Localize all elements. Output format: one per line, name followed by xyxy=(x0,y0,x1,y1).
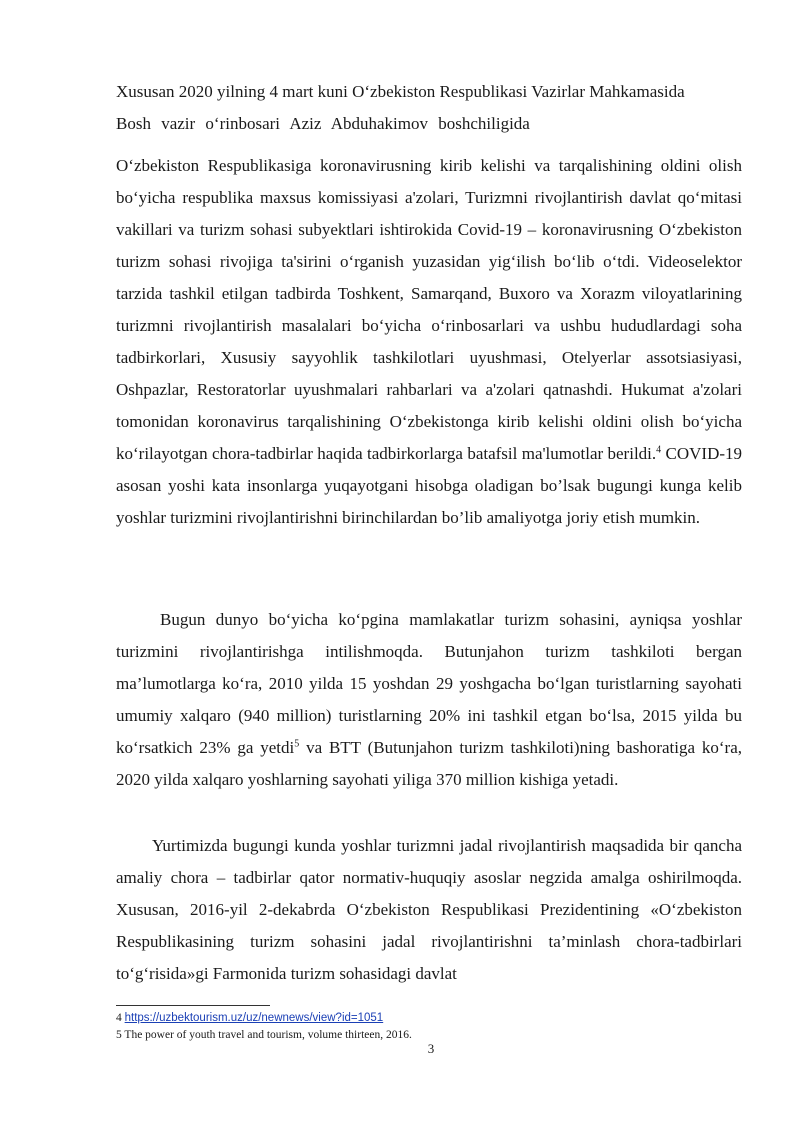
footnote-4-number: 4 xyxy=(116,1012,125,1024)
paragraph-3-text: Yurtimizda bugungi kunda yoshlar turizmni jadal rivojlantirish maqsadida bir qancha amaliy chora – tadbirlar qator normativ-huquqiy asoslar negzida amalga oshirilmoqda. Xususan, 2016-yil 2-dekabrda O‘zbekiston Respublikasi Prezidentining «O‘zbekiston Respublikasining turizm sohasini jadal rivojlantirishni ta’minlash chora-tadbirlari to‘g‘risida»gi Farmonida turizm sohasidagi davlat xyxy=(116,836,742,983)
footnote-4 xyxy=(116,1010,383,1026)
footnote-ref-5[interactable]: 5 xyxy=(294,738,300,750)
paragraph-2 xyxy=(116,604,742,796)
paragraph-2-text: Bugun dunyo bo‘yicha ko‘pgina mamlakatlar turizm sohasini, ayniqsa yoshlar turizmini rivojlantirishga intilishmoqda. Butunjahon turizm tashkiloti bergan ma’lumotlarga ko‘ra, 2010 yilda 15 yoshdan 29 yoshgacha bo‘lgan turistlarning sayohati umumiy xalqaro (940 million) turistlarning 20% ini tashkil etgan bo‘lsa, 2015 yilda bu ko‘rsatkich 23% ga yetdi xyxy=(116,610,742,757)
intro-line-1: Xususan 2020 yilning 4 mart kuni O‘zbekiston Respublikasi Vazirlar Mahkamasida xyxy=(116,82,685,101)
paragraph-1-text: O‘zbekiston Respublikasiga koronavirusning kirib kelishi va tarqalishining oldini olish bo‘yicha respublika maxsus komissiyasi a'zolari, Turizmni rivojlantirish davlat qo‘mitasi vakillari va turizm sohasi subyektlari ishtirokida Covid-19 – koronavirusning O‘zbekiston turizm sohasi rivojiga ta'sirini o‘rganish yuzasidan yig‘ilish bo‘lib o‘tdi. Videoselektor tarzida tashkil etilgan tadbirda Toshkent, Samarqand, Buxoro va Xorazm viloyatlarining turizmni rivojlantirish masalalari bo‘yicha o‘rinbosarlari va ushbu hududlardagi soha tadbirkorlari, Xususiy sayyohlik tashkilotlari uyushmasi, Otelyerlar assotsiasiyasi, Oshpazlar, Restoratorlar uyushmalari rahbarlari va a'zolari qatnashdi. Hukumat a'zolari tomonidan koronavirus tarqalishining O‘zbekistonga kirib kelishi oldini olish bo‘yicha ko‘rilayotgan chora-tadbirlar haqida tadbirkorlarga batafsil ma'lumotlar berildi. xyxy=(116,156,742,463)
intro-heading xyxy=(116,76,746,140)
footnote-ref-4[interactable]: 4 xyxy=(656,444,662,456)
paragraph-3 xyxy=(116,830,742,990)
paragraph-2-tail: va BTT (Butunjahon turizm tashkiloti)ning bashoratiga ko‘ra, 2020 yilda xalqaro yoshlarning sayohati yiliga 370 million kishiga yetadi. xyxy=(116,738,742,789)
paragraph-1 xyxy=(116,150,742,534)
paragraph-1-tail: COVID-19 asosan yoshi kata insonlarga yuqayotgani hisobga oladigan bo’lsak bugungi kunga kelib yoshlar turizmini rivojlantirishni birinchilardan bo’lib amaliyotga joriy etish mumkin. xyxy=(116,444,743,527)
page-number: 3 xyxy=(427,1041,435,1056)
footnote-divider xyxy=(116,1005,270,1006)
intro-line-2: Bosh vazir o‘rinbosari Aziz Abduhakimov boshchiligida xyxy=(116,114,530,133)
footnote-4-link[interactable]: https://uzbektourism.uz/uz/newnews/view?id=1051 xyxy=(124,1012,384,1024)
footnote-5: 5 The power of youth travel and tourism, volume thirteen, 2016. xyxy=(116,1029,412,1041)
